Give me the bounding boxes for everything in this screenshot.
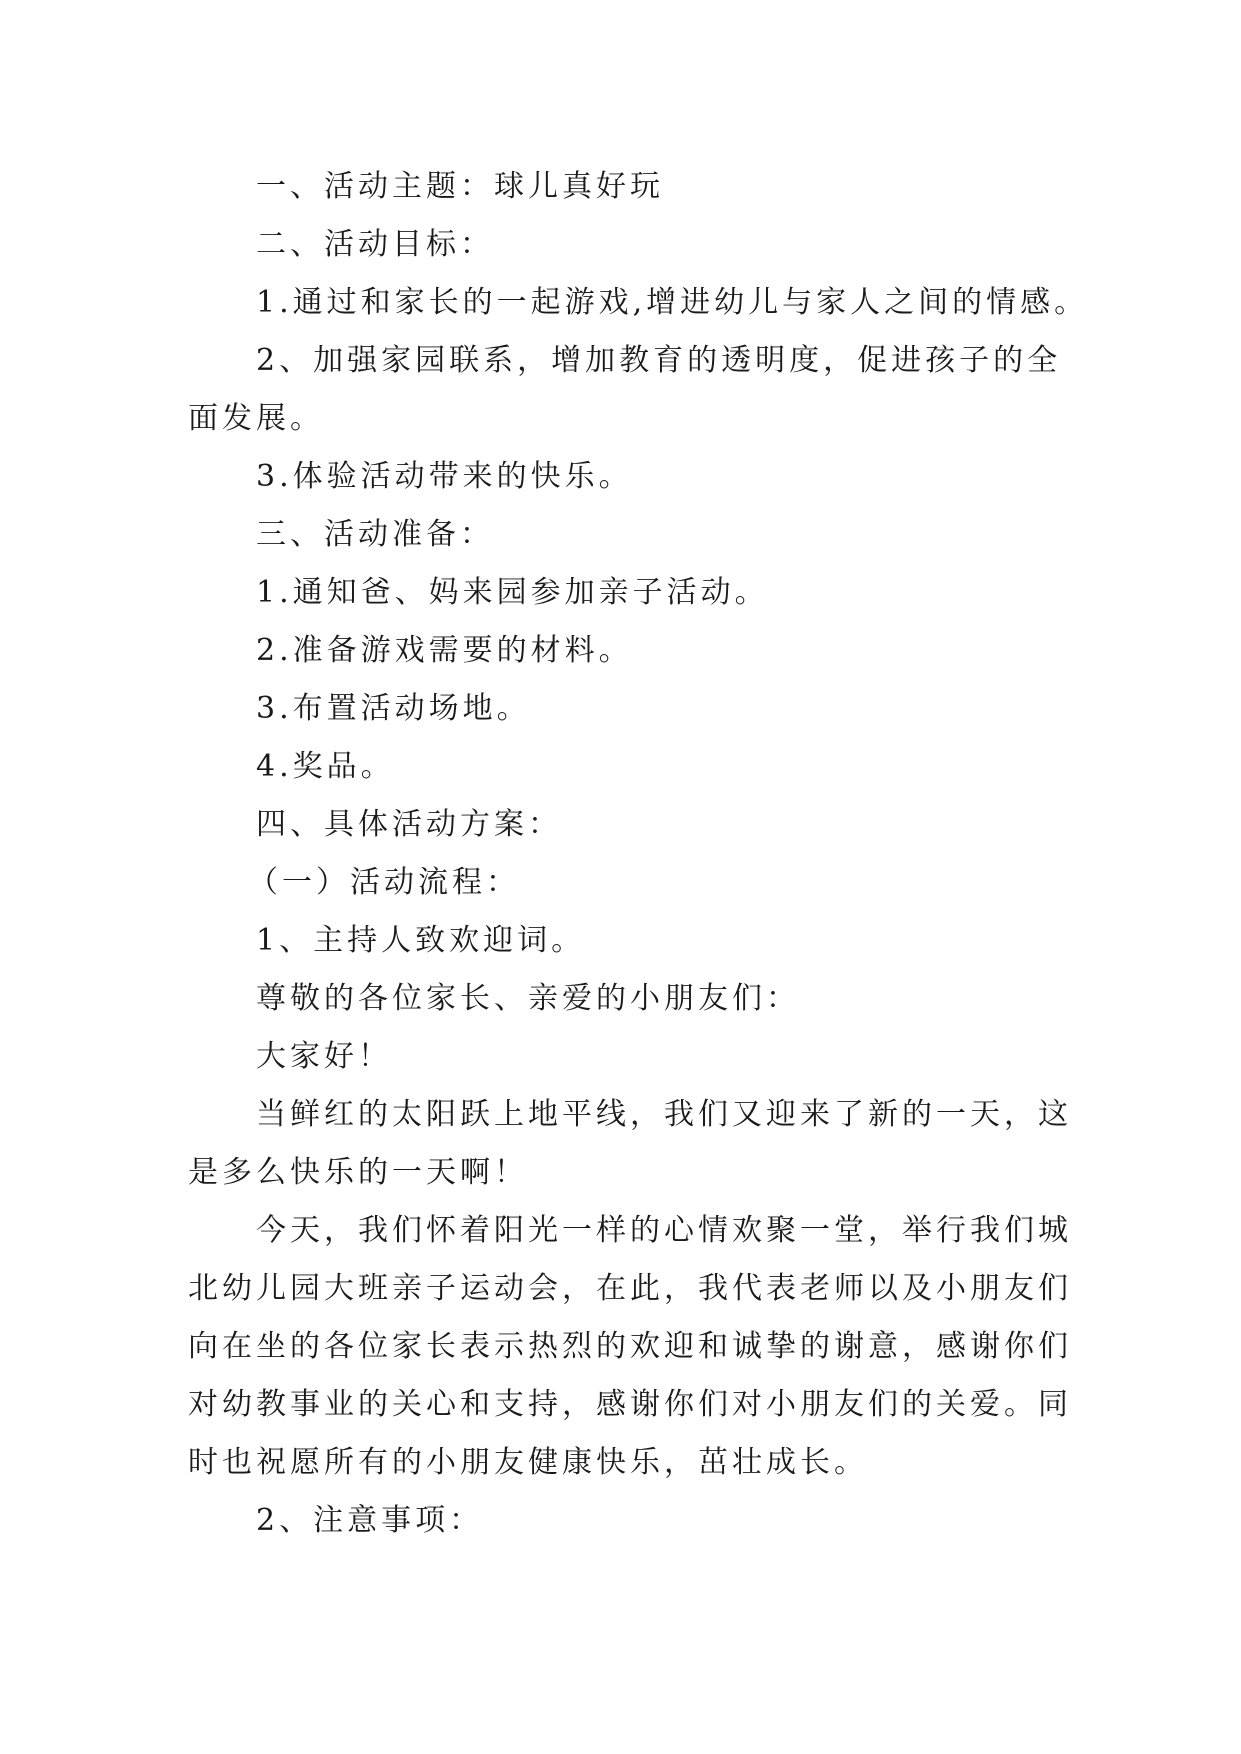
- preparation-item-3: 3.布置活动场地。: [256, 691, 531, 726]
- section-heading-theme: 一、活动主题：球儿真好玩: [256, 169, 664, 204]
- section-heading-preparation: 三、活动准备：: [256, 517, 494, 552]
- subsection-heading-process: （一）活动流程：: [248, 865, 520, 900]
- goal-item-1: 1.通过和家长的一起游戏,增进幼儿与家人之间的情感。: [256, 285, 1089, 320]
- speech-salutation: 尊敬的各位家长、亲爱的小朋友们：: [256, 981, 800, 1016]
- speech-paragraph-2-line-5: 时也祝愿所有的小朋友健康快乐，茁壮成长。: [188, 1445, 868, 1480]
- goal-item-2: 2、加强家园联系，增加教育的透明度，促进孩子的全: [256, 343, 1062, 378]
- process-item-2: 2、注意事项：: [256, 1503, 484, 1538]
- preparation-item-1: 1.通知爸、妈来园参加亲子活动。: [256, 575, 769, 610]
- speech-greeting: 大家好！: [256, 1039, 392, 1074]
- speech-paragraph-2-line-1: 今天，我们怀着阳光一样的心情欢聚一堂，举行我们城: [256, 1213, 1072, 1248]
- speech-paragraph-2-line-3: 向在坐的各位家长表示热烈的欢迎和诚挚的谢意，感谢你们: [188, 1329, 1072, 1364]
- section-heading-plan: 四、具体活动方案：: [256, 807, 562, 842]
- speech-paragraph-2-line-4: 对幼教事业的关心和支持，感谢你们对小朋友们的关爱。同: [188, 1387, 1072, 1422]
- speech-paragraph-2-line-2: 北幼儿园大班亲子运动会，在此，我代表老师以及小朋友们: [188, 1271, 1072, 1306]
- speech-paragraph-1-line-2: 是多么快乐的一天啊！: [188, 1155, 528, 1190]
- section-heading-goals: 二、活动目标：: [256, 227, 494, 262]
- document-body: [188, 158, 1089, 1550]
- speech-paragraph-1-line-1: 当鲜红的太阳跃上地平线，我们又迎来了新的一天，这: [256, 1097, 1072, 1132]
- process-item-1: 1、主持人致欢迎词。: [256, 923, 586, 958]
- goal-item-2-continued: 面发展。: [188, 401, 324, 436]
- preparation-item-4: 4.奖品。: [256, 749, 395, 784]
- preparation-item-2: 2.准备游戏需要的材料。: [256, 633, 633, 668]
- goal-item-3: 3.体验活动带来的快乐。: [256, 459, 633, 494]
